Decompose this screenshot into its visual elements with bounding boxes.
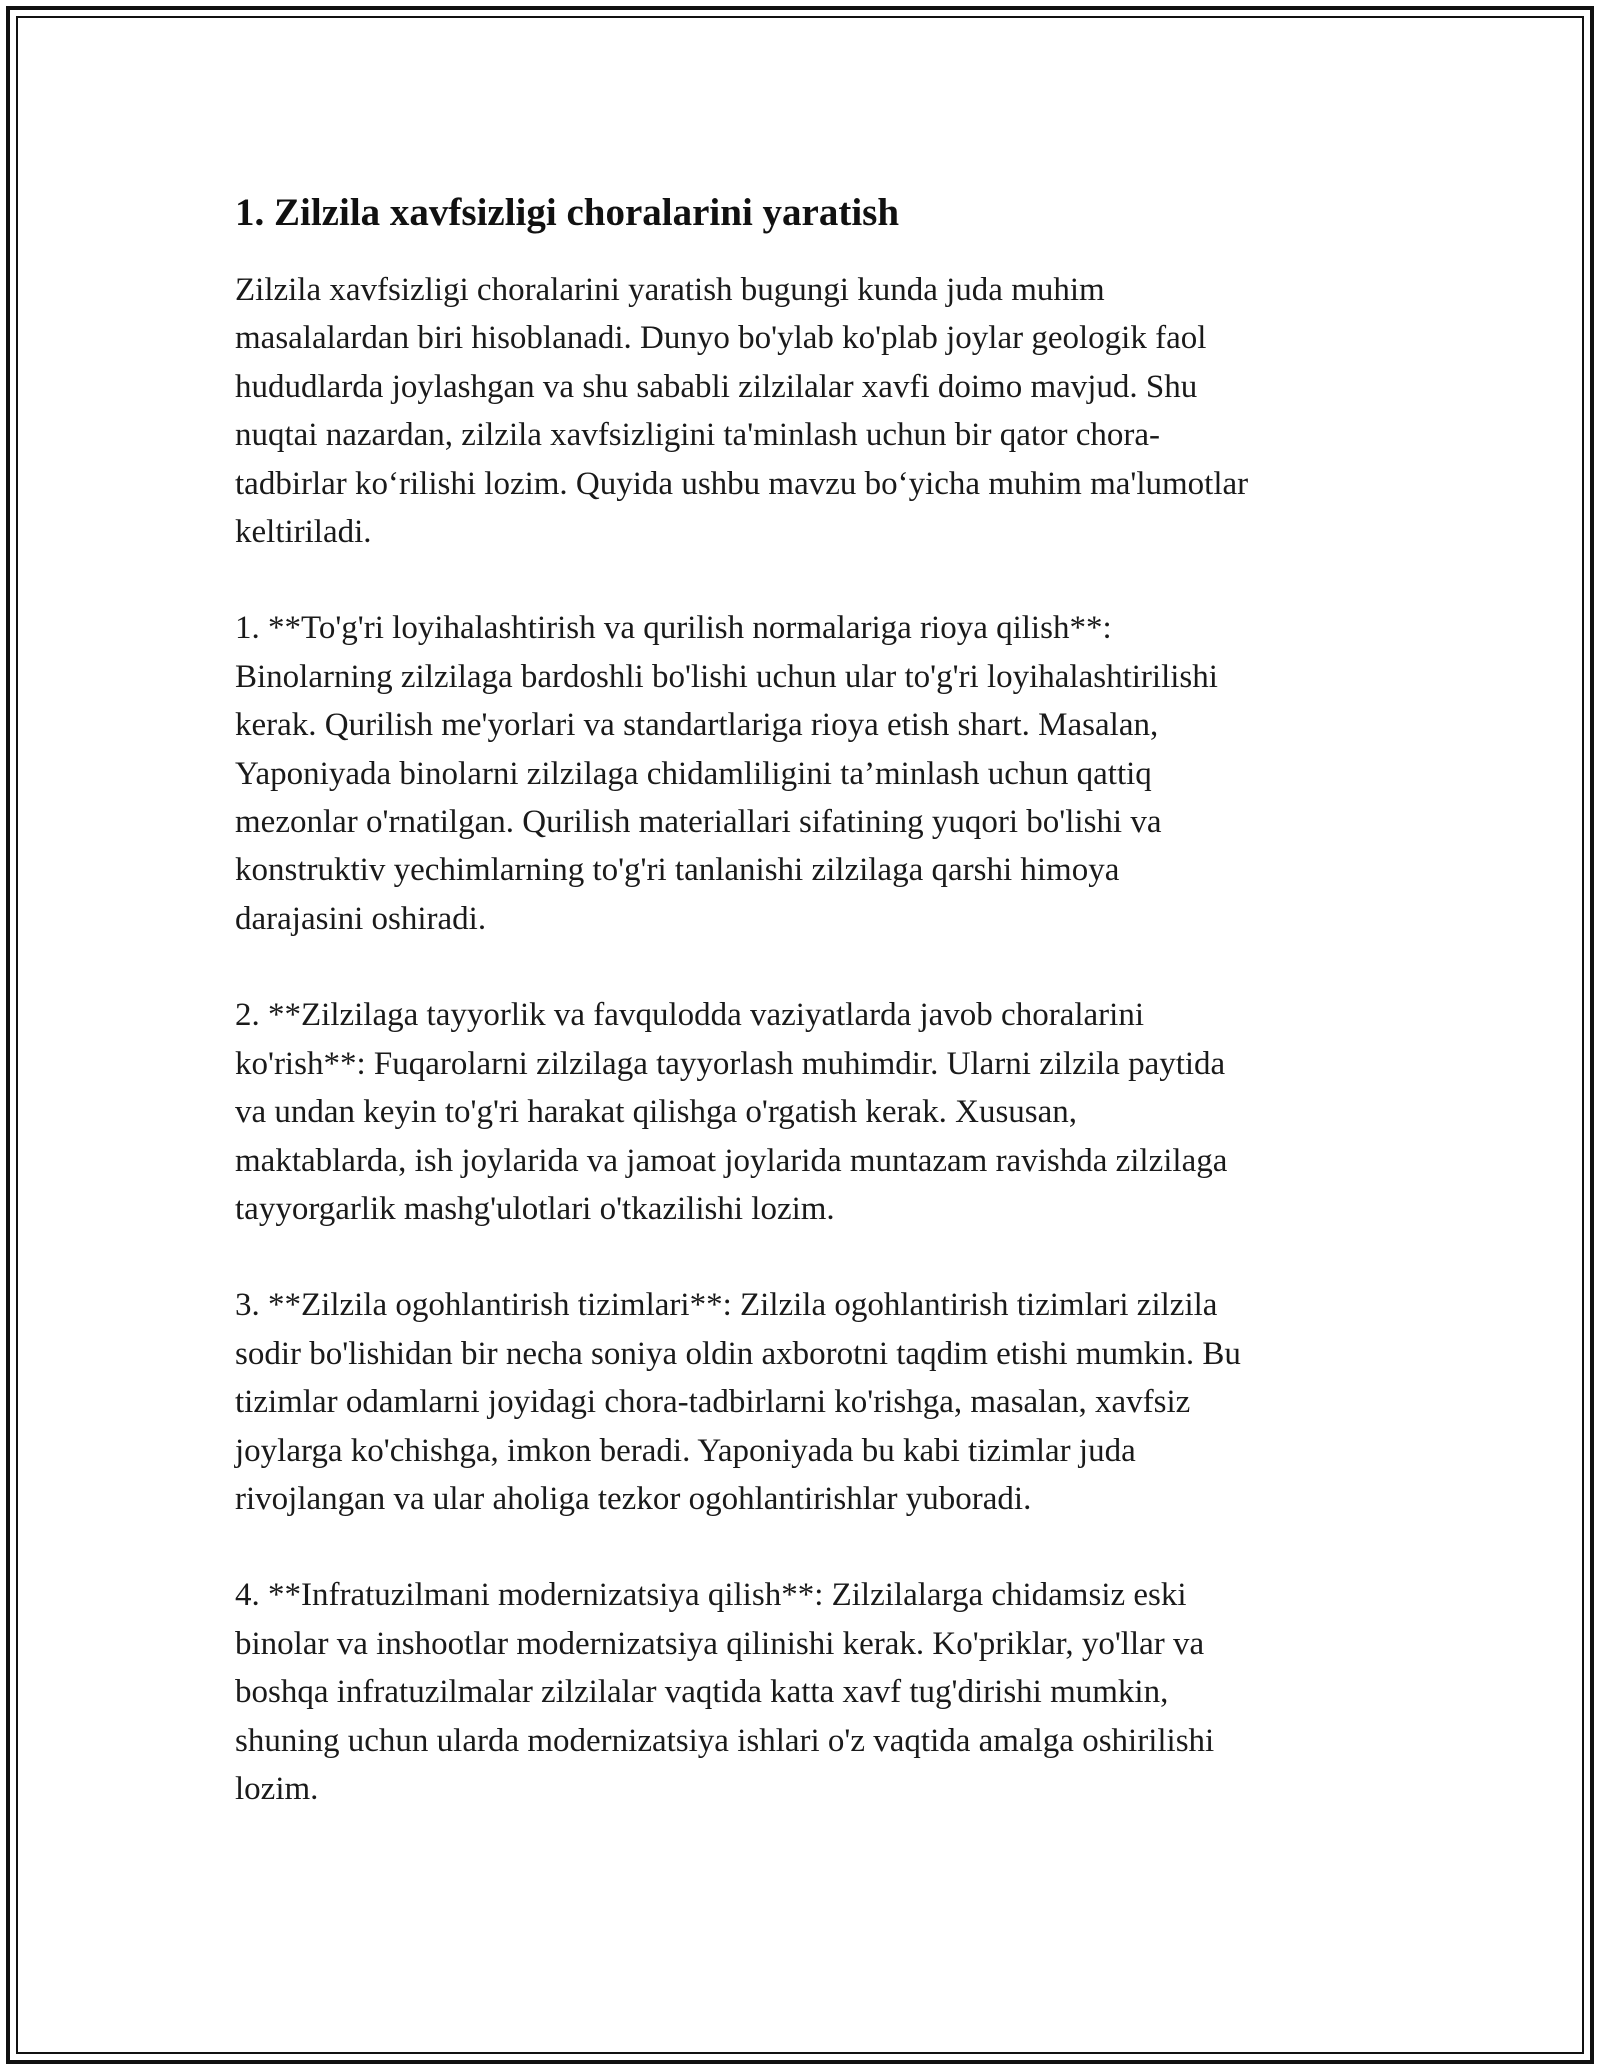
document-title: 1. Zilzila xavfsizligi choralarini yaratish bbox=[235, 191, 900, 234]
paragraph-item-4: 4. **Infratuzilmani modernizatsiya qilish**: Zilzilalarga chidamsiz eski binolar va inshootlar modernizatsiya qilinishi kerak. Ko'priklar, yo'llar va boshqa infratuzilmalar zilzilalar vaqtida katta xavf tug'dirishi mumkin, shuning uchun ularda modernizatsiya ishlari o'z vaqtida amalga oshirilishi lozim. bbox=[235, 1577, 1215, 1807]
paragraph-item-3: 3. **Zilzila ogohlantirish tizimlari**: Zilzila ogohlantirish tizimlari zilzila sodir bo'lishidan bir necha soniya oldin axborotni taqdim etishi mumkin. Bu tizimlar odamlarni joyidagi chora-tadbirlarni ko'rishga, masalan, xavfsiz joylarga ko'chishga, imkon beradi. Yaponiyada bu kabi tizimlar juda rivojlangan va ular aholiga tezkor ogohlantirishlar yuboradi. bbox=[235, 1287, 1241, 1517]
paragraph-item-1: 1. **To'g'ri loyihalashtirish va qurilish normalariga rioya qilish**: Binolarning zilzilaga bardoshli bo'lishi uchun ular to'g'ri loyihalashtirilishi kerak. Qurilish me'yorlari va standartlariga rioya etish shart. Masalan, Yaponiyada binolarni zilzilaga chidamliligini ta’minlash uchun qattiq mezonlar o'rnatilgan. Qurilish materiallari sifatining yuqori bo'lishi va konstruktiv yechimlarning to'g'ri tanlanishi zilzilaga qarshi himoya darajasini oshiradi. bbox=[235, 610, 1218, 937]
intro-paragraph: Zilzila xavfsizligi choralarini yaratish bugungi kunda juda muhim masalalardan biri hisoblanadi. Dunyo bo'ylab ko'plab joylar geologik faol hududlarda joylashgan va shu sababli zilzilalar xavfi doimo mavjud. Shu nuqtai nazardan, zilzila xavfsizligini ta'minlash uchun bir qator chora- tadbirlar ko‘rilishi lozim. Quyida ushbu mavzu bo‘yicha muhim ma'lumotlar keltiriladi. bbox=[235, 272, 1249, 551]
document-body bbox=[235, 185, 1385, 1861]
paragraph-item-2: 2. **Zilzilaga tayyorlik va favqulodda vaziyatlarda javob choralarini ko'rish**: Fuqarolarni zilzilaga tayyorlash muhimdir. Ularni zilzila paytida va undan keyin to'g'ri harakat qilishga o'rgatish kerak. Xususan, maktablarda, ish joylarida va jamoat joylarida muntazam ravishda zilzilaga tayyorgarlik mashg'ulotlari o'tkazilishi lozim. bbox=[235, 997, 1228, 1227]
